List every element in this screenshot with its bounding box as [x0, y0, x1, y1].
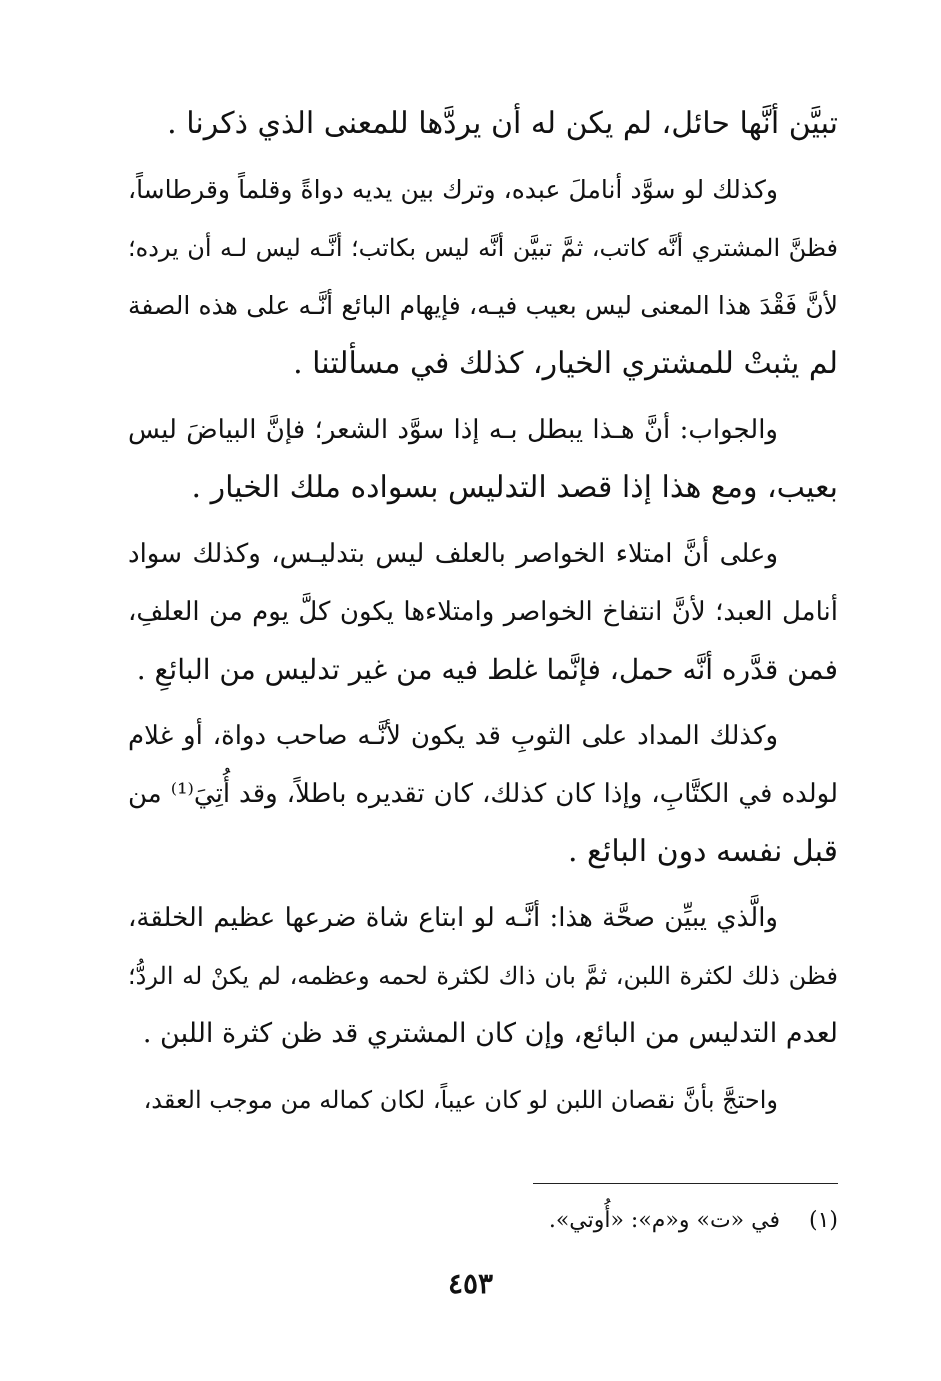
- main-text: [128, 95, 838, 1129]
- text-line: وكذلك المداد على الثوبِ قد يكون لأنَّـه صاحب دواة، أو غلام: [128, 721, 778, 751]
- paragraph: [128, 707, 838, 881]
- paragraph-gap: [128, 393, 838, 401]
- text-line: لولده في الكتَّابِ، وإذا كان كذلك، كان تقديره باطلاً، وقد أُتِيَ⁽¹⁾ من: [128, 779, 838, 809]
- text-line: وعلى أنَّ امتلاء الخواصر بالعلف ليس بتدليـس، وكذلك سواد: [128, 539, 778, 569]
- page-number: ٤٥٣: [447, 1267, 494, 1300]
- paragraph-gap: [128, 699, 838, 707]
- footnote-number: (١): [808, 1208, 838, 1233]
- paragraph-gap: [128, 881, 838, 889]
- text-line: بعيب، ومع هذا إذا قصد التدليس بسواده ملك الخيار .: [191, 470, 838, 505]
- text-line: فمن قدَّره أنَّه حمل، فإنَّما غلط فيه من غير تدليس من البائعِ .: [136, 653, 838, 686]
- paragraph: [128, 161, 838, 393]
- text-line: واحتجَّ بأنَّ نقصان اللبن لو كان عيباً، لكان كماله من موجب العقد،: [143, 1086, 778, 1114]
- text-line: لعدم التدليس من البائع، وإن كان المشتري قد ظن كثرة اللبن .: [142, 1018, 838, 1049]
- footnote: [430, 1201, 838, 1241]
- text-line: والَّذي يبيِّن صحَّة هذا: أنَّـه لو ابتاع شاة ضرعها عظيم الخلقة،: [128, 903, 778, 933]
- text-line: أنامل العبد؛ لأنَّ انتفاخ الخواصر وامتلاءها يكون كلَّ يوم من العلفِ،: [128, 597, 838, 627]
- text-line: لأنَّ فَقْدَ هذا المعنى ليس بعيب فيـه، فإيهام البائع أنَّـه على هذه الصفة: [128, 291, 838, 320]
- text-line: قبل نفسه دون البائع .: [567, 834, 838, 869]
- paragraph: [128, 1071, 838, 1129]
- paragraph-gap: [128, 153, 838, 161]
- footnote-separator: [533, 1183, 838, 1184]
- paragraph-gap: [128, 1063, 838, 1071]
- paragraph: [128, 889, 838, 1063]
- paragraph: [128, 401, 838, 517]
- paragraph: [128, 95, 838, 153]
- paragraph-gap: [128, 517, 838, 525]
- text-line: وكذلك لو سوَّد أناملَ عبده، وترك بين يديه دواةً وقلماً وقرطاساً،: [128, 175, 778, 204]
- footnote-text: في «ت» و«م»: «أُوتي».: [548, 1208, 780, 1233]
- text-line: تبيَّن أنَّها حائل، لم يكن له أن يردَّها للمعنى الذي ذكرنا .: [167, 106, 838, 141]
- text-line: لم يثبتْ للمشتري الخيار، كذلك في مسألتنا .: [293, 346, 838, 381]
- text-line: فظن ذلك لكثرة اللبن، ثمَّ بان ذاك لكثرة لحمه وعظمه، لم يكنْ له الردُّ؛: [128, 962, 838, 990]
- text-line: فظنَّ المشتري أنَّه كاتب، ثمَّ تبيَّن أنَّه ليس بكاتب؛ أنَّـه ليس لـه أن يرده؛: [128, 234, 838, 262]
- text-line: والجواب: أنَّ هـذا يبطل بـه إذا سوَّد الشعر؛ فإنَّ البياضَ ليس: [128, 415, 778, 445]
- paragraph: [128, 525, 838, 699]
